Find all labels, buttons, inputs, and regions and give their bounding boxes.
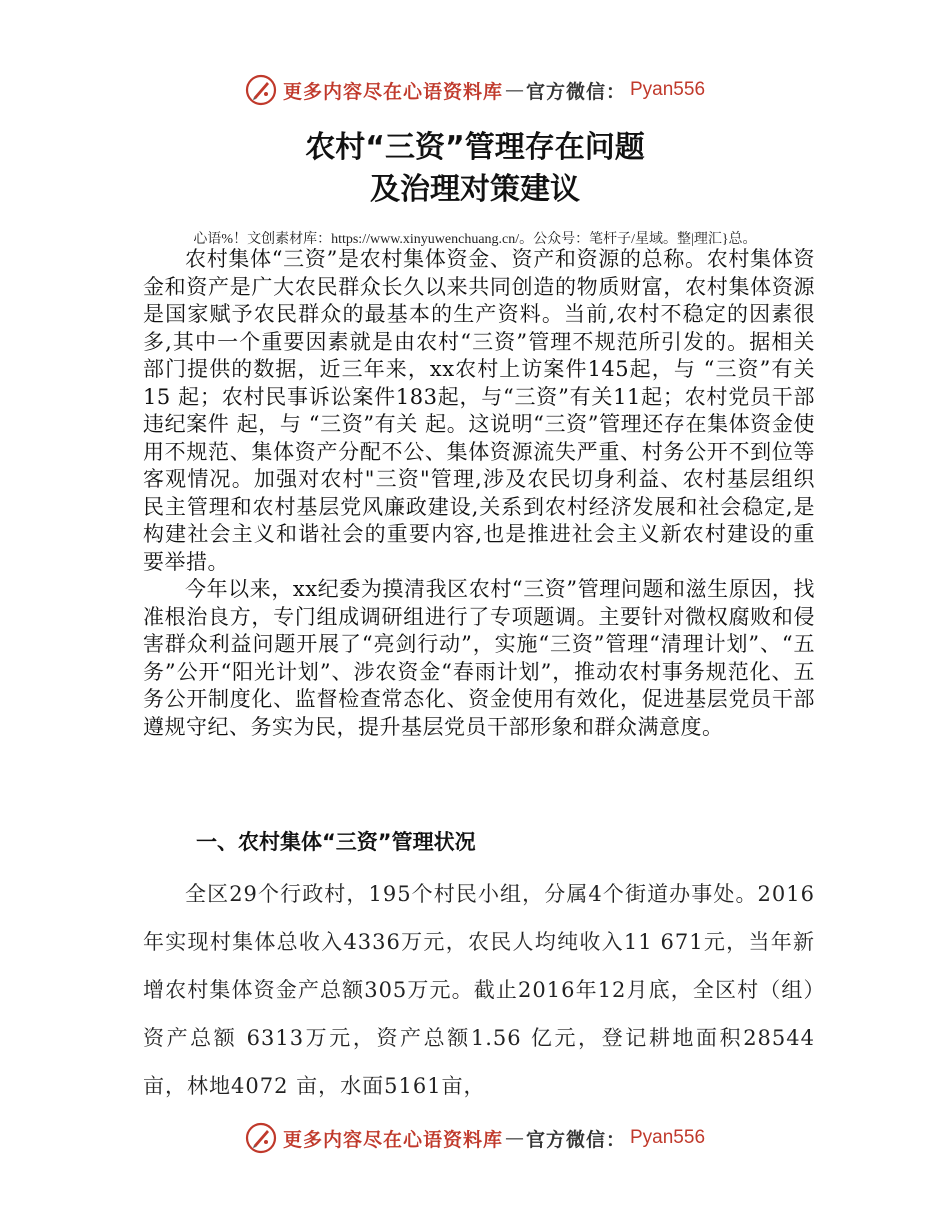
banner-brand: 更多内容尽在心语资料库: [282, 80, 503, 103]
paragraph-research: 今年以来，xx纪委为摸清我区农村“三资”管理问题和滋生原因，找准根治良方，专门组成调研组进行了专项题调。主要针对微权腐败和侵害群众利益问题开展了“亮剑行动”，实施“三资”管理“清理计划”、“五务”公开“阳光计划”、涉农资金“春雨计划”，推动农村事务规范化、五务公开制度化、监督检查常态化、资金使用有效化，促进基层党员干部遵规守纪、务实为民，提升基层党员干部形象和群众满意度。: [143, 577, 815, 739]
footer-banner: [0, 1118, 950, 1158]
banner-wechat-handle: Pyan556: [630, 79, 706, 100]
section-body: [143, 870, 815, 1110]
banner-brand: 更多内容尽在心语资料库: [282, 1128, 503, 1151]
document-title-line2: 及治理对策建议: [370, 172, 580, 207]
quill-logo-icon: [245, 1122, 277, 1154]
banner-dash: —: [504, 79, 524, 101]
paragraph-intro: 农村集体“三资”是农村集体资金、资产和资源的总称。农村集体资金和资产是广大农民群众长久以来共同创造的物质财富，农村集体资源是国家赋予农民群众的最基本的生产资料。当前,农村不稳定的因素很多,其中一个重要因素就是由农村“三资”管理不规范所引发的。据相关部门提供的数据，近三年来，xx农村上访案件145起，与 “三资”有关15 起；农村民事诉讼案件183起，与“三资”有关11起；农村党员干部违纪案件 起，与 “三资”有关 起。这说明“三资”管理还存在集体资金使用不规范、集体资产分配不公、集体资源流失严重、村务公开不到位等客观情况。加强对农村"三资"管理,涉及农民切身利益、农村基层组织民主管理和农村基层党风廉政建设,关系到农村经济发展和社会稳定,是构建社会主义和谐社会的重要内容,也是推进社会主义新农村建设的重要举措。: [143, 247, 815, 574]
banner-wechat-label: 官方微信：: [525, 1128, 626, 1151]
banner-dash: —: [504, 1127, 524, 1149]
banner-wechat-handle: Pyan556: [630, 1127, 706, 1148]
quill-logo-icon: [245, 74, 277, 106]
section-heading: 一、农村集体“三资”管理状况: [196, 830, 476, 854]
body-text: [143, 246, 815, 741]
document-title-line1: 农村“三资”管理存在问题: [305, 130, 645, 165]
header-banner: [0, 70, 950, 110]
banner-wechat-label: 官方微信：: [525, 80, 626, 103]
source-note: 心语%！文创素材库：https://www.xinyuwenchuang.cn/。公众号：笔杆子/星域。整|理汇}总。: [193, 232, 757, 247]
paragraph-status: 全区29个行政村，195个村民小组，分属4个街道办事处。2016年实现村集体总收入4336万元，农民人均纯收入11 671元，当年新增农村集体资金产总额305万元。截止2016年12月底，全区村（组）资产总额 6313万元，资产总额1.56 亿元，登记耕地面积28544亩，林地4072 亩，水面5161亩，: [143, 882, 815, 1098]
